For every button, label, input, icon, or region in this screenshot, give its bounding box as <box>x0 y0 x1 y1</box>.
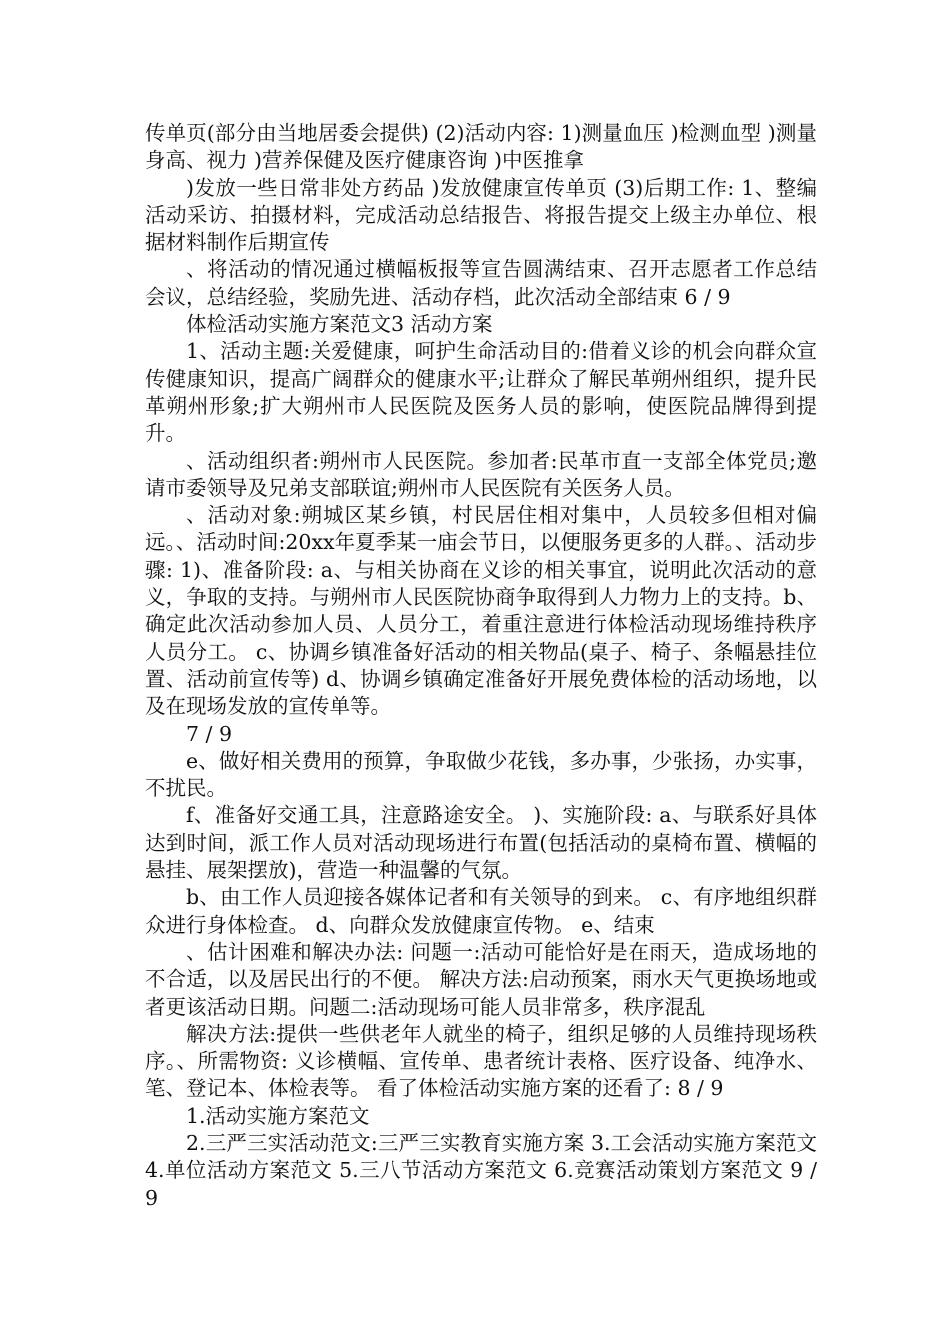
page-number: 7 / 9 <box>186 721 233 746</box>
paragraph: 、估计困难和解决办法: 问题一:活动可能恰好是在雨天，造成场地的不合适，以及居民出行的不便。 解决方法:启动预案，雨水天气更换场地或者更该活动日期。问题二:活动现场可能人员非常多，秩序混乱 <box>145 939 817 1019</box>
document-page <box>145 120 817 1212</box>
paragraph: 解决方法:提供一些供老年人就坐的椅子，组织足够的人员维持现场秩序。、所需物资: 义诊横幅、宣传单、患者统计表格、医疗设备、纯净水、笔、登记本、体检表等。 看了体检活动实施方案的还看了: 8 / 9 <box>145 1021 817 1101</box>
paragraph: 1、活动主题:关爱健康，呵护生命活动目的:借着义诊的机会向群众宣传健康知识，提高广阔群众的健康水平;让群众了解民革朔州组织，提升民革朔州形象;扩大朔州市人民医院及医务人员的影响，使医院品牌得到提升。 <box>145 339 817 446</box>
paragraph: 、将活动的情况通过横幅板报等宣告圆满结束、召开志愿者工作总结会议，总结经验，奖励先进、活动存档，此次活动全部结束 6 / 9 <box>145 257 817 309</box>
paragraph: f、准备好交通工具，注意路途安全。 )、实施阶段: a、与联系好具体达到时间，派工作人员对活动现场进行布置(包括活动的桌椅布置、横幅的悬挂、展架摆放)，营造一种温馨的气氛。 <box>145 803 817 883</box>
paragraph: 传单页(部分由当地居委会提供) (2)活动内容: 1)测量血压 )检测血型 )测量身高、视力 )营养保健及医疗健康咨询 )中医推拿 <box>145 121 817 173</box>
paragraph: )发放一些日常非处方药品 )发放健康宣传单页 (3)后期工作: 1、整编活动采访、拍摄材料，完成活动总结报告、将报告提交上级主办单位、根据材料制作后期宣传 <box>145 175 817 255</box>
paragraph: 、活动组织者:朔州市人民医院。参加者:民革市直一支部全体党员;邀请市委领导及兄弟支部联谊;朔州市人民医院有关医务人员。 <box>145 448 817 500</box>
related-link-1: 1.活动实施方案范文 <box>186 1103 370 1128</box>
paragraph: b、由工作人员迎接各媒体记者和有关领导的到来。 c、有序地组织群众进行身体检查。 d、向群众发放健康宣传物。 e、结束 <box>145 885 817 937</box>
paragraph: e、做好相关费用的预算，争取做少花钱，多办事，少张扬，办实事，不扰民。 <box>145 748 817 801</box>
section-heading: 体检活动实施方案范文3 活动方案 <box>186 312 493 337</box>
related-links: 2.三严三实活动范文:三严三实教育实施方案 3.工会活动实施方案范文 4.单位活动方案范文 5.三八节活动方案范文 6.竞赛活动策划方案范文 9 / 9 <box>145 1130 817 1210</box>
paragraph: 、活动对象:朔城区某乡镇，村民居住相对集中，人员较多但相对偏远。、活动时间:20xx年夏季某一庙会节日，以便服务更多的人群。、活动步骤: 1)、准备阶段: a、与相关协商在义诊的相关事宜，说明此次活动的意义，争取的支持。与朔州市人民医院协商争取得到人力物力上的支持。b、确定此次活动参加人员、人员分工，着重注意进行体检活动现场维持秩序人员分工。 c、协调乡镇准备好活动的相关物品(桌子、椅子、条幅悬挂位置、活动前宣传等) d、协调乡镇确定准备好开展免费体检的活动场地，以及在现场发放的宣传单等。 <box>145 503 817 719</box>
